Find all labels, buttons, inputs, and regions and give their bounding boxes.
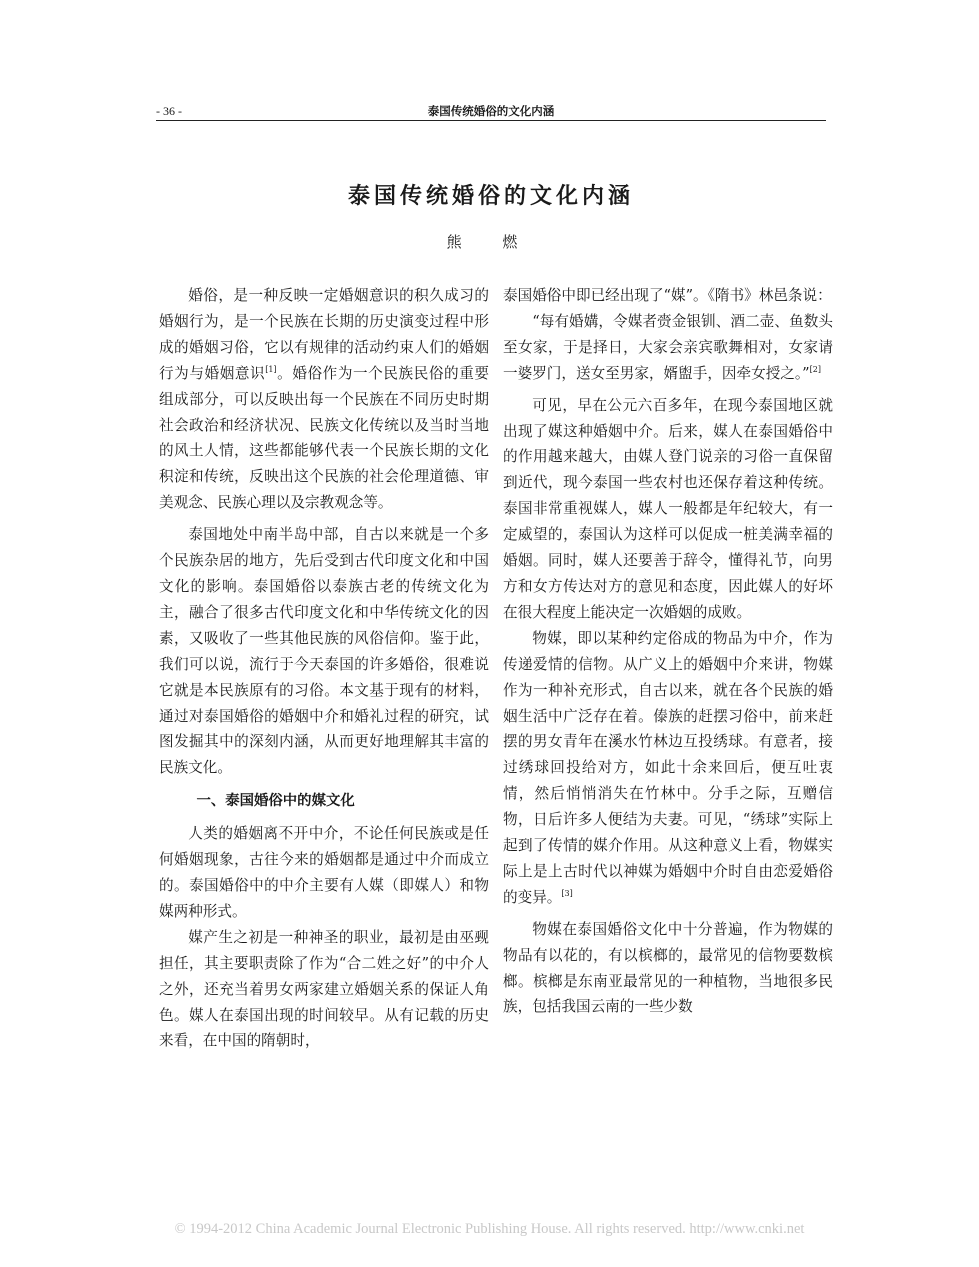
article-title: 泰国传统婚俗的文化内涵 [347, 183, 634, 209]
section-heading: 一、泰国婚俗中的媒文化 [196, 793, 355, 810]
citation-ref[interactable]: [1] [265, 364, 277, 374]
paragraph: 泰国地处中南半岛中部，自古以来就是一个多个民族杂居的地方，先后受到古代印度文化和中国文化的影响。泰国婚俗以泰族古老的传统文化为主，融合了很多古代印度文化和中华传统文化的因素，又吸收了一些其他民族的风俗信仰。鉴于此，我们可以说，流行于今天泰国的许多婚俗，很难说它就是本民族原有的习俗。本文基于现有的材料，通过对泰国婚俗的婚姻中介和婚礼过程的研究，试图发掘其中的深刻内涵，从而更好地理解其丰富的民族文化。 [159, 526, 489, 777]
paragraph: 泰国婚俗中即已经出现了“媒”。《隋书》林邑条说： [503, 287, 832, 304]
copyright-watermark: © 1994-2012 China Academic Journal Electronic Publishing House. All rights reserved. http://www.cnki.net [174, 1221, 805, 1237]
paragraph: 婚俗，是一种反映一定婚姻意识的积久成习的婚姻行为，是一个民族在长期的历史演变过程中形成的婚姻习俗，它以有规律的活动约束人们的婚姻行为与婚姻意识[1]。婚俗作为一个民族民俗的重要组成部分，可以反映出每一个民族在不同历史时期社会政治和经济状况、民族文化传统以及当时当地的风土人情，这些都能够代表一个民族长期的文化积淀和传统，反映出这个民族的社会伦理道德、审美观念、民族心理以及宗教观念等。 [159, 287, 489, 512]
left-column [159, 283, 489, 1054]
citation-ref[interactable]: [3] [561, 888, 573, 898]
running-header [156, 104, 826, 121]
article-author: 熊 燃 [446, 233, 536, 251]
page-number: - 36 - [156, 104, 182, 118]
citation-ref[interactable]: [2] [809, 364, 821, 374]
paragraph: 物媒，即以某种约定俗成的物品为中介，作为传递爱情的信物。从广义上的婚姻中介来讲，物媒作为一种补充形式，自古以来，就在各个民族的婚姻生活中广泛存在着。傣族的赶摆习俗中，前来赶摆的男女青年在溪水竹林边互投绣球。有意者，接过绣球回投给对方，如此十余来回后，便互吐衷情，然后悄悄消失在竹林中。分手之际，互赠信物，日后许多人便结为夫妻。可见，“绣球”实际上起到了传情的媒介作用。从这种意义上看，物媒实际上是上古时代以神媒为婚姻中介时自由恋爱婚俗的变异。[3] [503, 629, 833, 906]
running-title: 泰国传统婚俗的文化内涵 [427, 104, 555, 118]
paragraph: 可见，早在公元六百多年，在现今泰国地区就出现了媒这种婚姻中介。后来，媒人在泰国婚俗中的作用越来越大，由媒人登门说亲的习俗一直保留到近代，现今泰国一些农村也还保存着这种传统。泰国非常重视媒人，媒人一般都是年纪较大，有一定威望的，泰国认为这样可以促成一桩美满幸福的婚姻。同时，媒人还要善于辞令，懂得礼节，向男方和女方传达对方的意见和态度，因此媒人的好坏在很大程度上能决定一次婚姻的成败。 [503, 396, 833, 621]
right-column [503, 283, 833, 1020]
paragraph: 人类的婚姻离不开中介，不论任何民族或是任何婚姻现象，古往今来的婚姻都是通过中介而成立的。泰国婚俗中的中介主要有人媒（即媒人）和物媒两种形式。 [159, 825, 489, 920]
block-quote: “每有婚媾，令媒者赍金银钏、酒二壶、鱼数头至女家，于是择日，大家会亲宾歌舞相对，女家请一婆罗门，送女至男家，婿盥手，因牵女授之。”[2] [503, 312, 833, 382]
paragraph: 媒产生之初是一种神圣的职业，最初是由巫觋担任，其主要职责除了作为“合二姓之好”的中介人之外，还充当着男女两家建立婚姻关系的保证人角色。媒人在泰国出现的时间较早。从有记载的历史来看，在中国的隋朝时， [159, 928, 489, 1050]
paragraph: 物媒在泰国婚俗文化中十分普遍，作为物媒的物品有以花的，有以槟榔的，最常见的信物要数槟榔。槟榔是东南亚最常见的一种植物，当地很多民族，包括我国云南的一些少数 [503, 920, 833, 1016]
